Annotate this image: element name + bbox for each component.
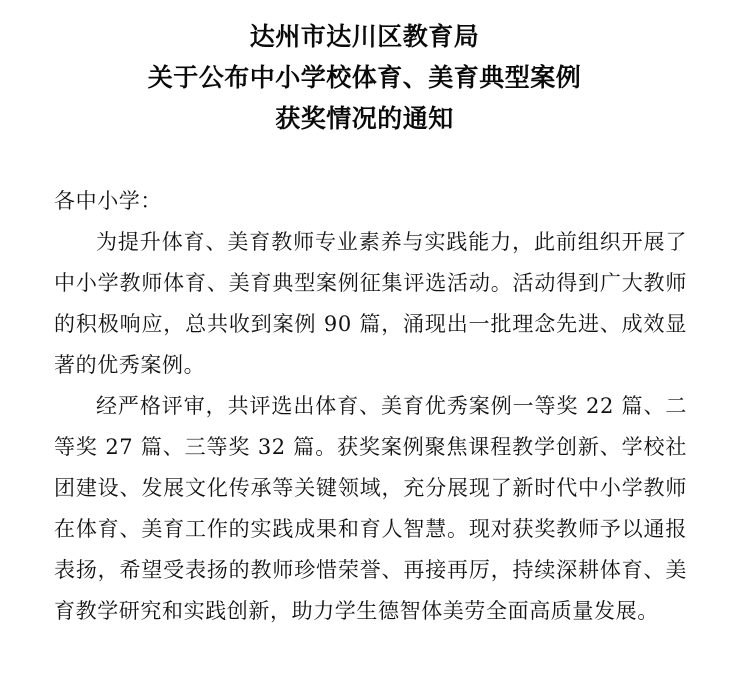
paragraph-1: 为提升体育、美育教师专业素养与实践能力，此前组织开展了中小学教师体育、美育典型案例征集评选活动。活动得到广大教师的积极响应，总共收到案例 90 篇，涌现出一批理念先进、成效显著的优秀案例。 [54,230,687,377]
title-line-2: 关于公布中小学校体育、美育典型案例 [147,63,582,92]
title-line-3: 获奖情况的通知 [275,104,454,133]
document-body [0,181,729,632]
salutation: 各中小学： [54,189,162,213]
document-title [0,0,729,139]
title-line-1: 达州市达川区教育局 [249,22,480,51]
paragraph-2: 经严格评审，共评选出体育、美育优秀案例一等奖 22 篇、二等奖 27 篇、三等奖 32 篇。获奖案例聚焦课程教学创新、学校社团建设、发展文化传承等关键领域，充分展现了新时代中小学教师在体育、美育工作的实践成果和育人智慧。现对获奖教师予以通报表扬，希望受表扬的教师珍惜荣誉、再接再厉，持续深耕体育、美育教学研究和实践创新，助力学生德智体美劳全面高质量发展。 [54,394,687,623]
